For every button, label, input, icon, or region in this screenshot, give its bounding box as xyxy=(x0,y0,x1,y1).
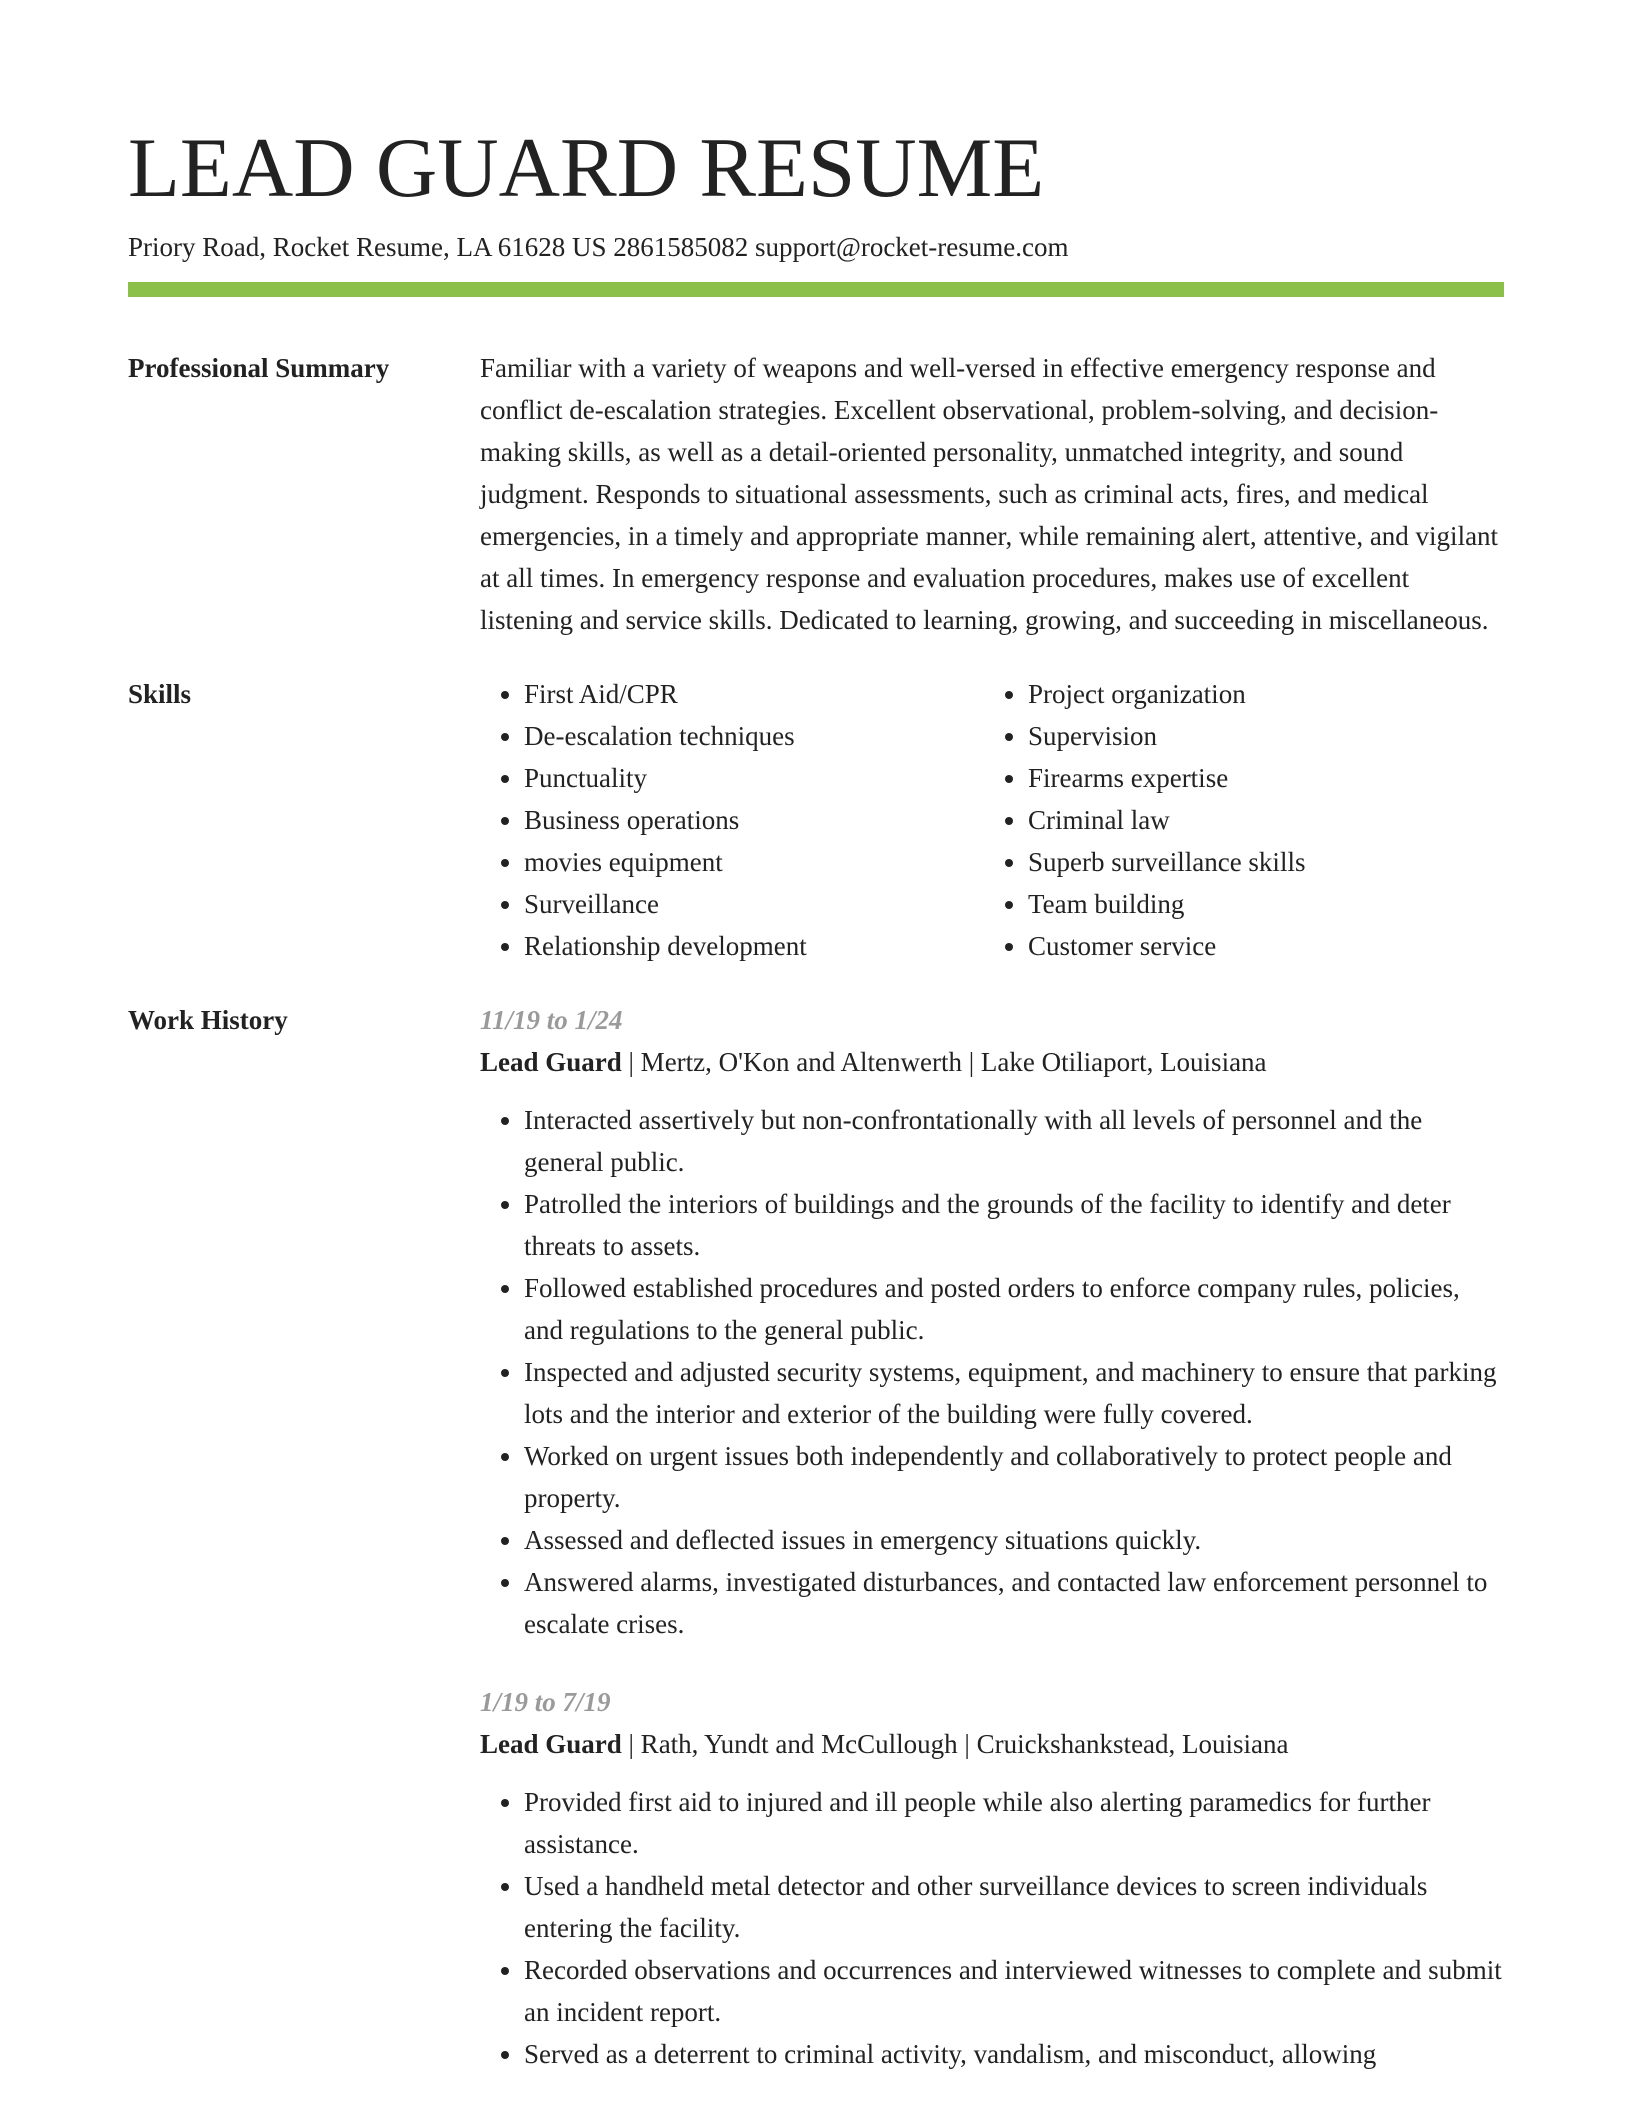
skills-list-left xyxy=(480,673,984,967)
contact-info: Priory Road, Rocket Resume, LA 61628 US 2861585082 support@rocket-resume.com xyxy=(128,232,1069,262)
job-title: Lead Guard xyxy=(480,1729,622,1759)
skill-item: • Superb surveillance skills xyxy=(1028,841,1488,883)
summary-text: Familiar with a variety of weapons and well-versed in effective emergency response and conflict de-escalation strategies. Excellent observational, problem-solving, and decision-making skills, as well as a detail-oriented personality, unmatched integrity, and sound judgment. Responds to situational assessments, such as criminal acts, fires, and medical emergencies, in a timely and appropriate manner, while remaining alert, attentive, and vigilant at all times. In emergency response and evaluation procedures, makes use of excellent listening and service skills. Dedicated to learning, growing, and succeeding in miscellaneous. xyxy=(480,353,1499,635)
job-bullet: • Worked on urgent issues both independently and collaboratively to protect people and property. xyxy=(524,1435,1504,1519)
work-section xyxy=(128,999,1504,2111)
job-dates: 1/19 to 7/19 xyxy=(480,1687,611,1717)
skill-item: • First Aid/CPR xyxy=(524,673,984,715)
job-bullet: • Patrolled the interiors of buildings and the grounds of the facility to identify and deter threats to assets. xyxy=(524,1183,1504,1267)
job-employer-location: | Mertz, O'Kon and Altenwerth | Lake Otiliaport, Louisiana xyxy=(621,1047,1267,1077)
skill-item: • Punctuality xyxy=(524,757,984,799)
skill-item: • De-escalation techniques xyxy=(524,715,984,757)
skill-item: • Project organization xyxy=(1028,673,1488,715)
job-bullet: • Answered alarms, investigated disturbances, and contacted law enforcement personnel to escalate crises. xyxy=(524,1561,1504,1645)
job-bullet: • Followed established procedures and posted orders to enforce company rules, policies, and regulations to the general public. xyxy=(524,1267,1504,1351)
job-bullet: • Interacted assertively but non-confrontationally with all levels of personnel and the general public. xyxy=(524,1099,1504,1183)
summary-section xyxy=(128,347,1504,641)
skill-item: • Relationship development xyxy=(524,925,984,967)
skill-item: • Business operations xyxy=(524,799,984,841)
job-heading xyxy=(480,1041,1504,1083)
job-bullet: • Inspected and adjusted security systems, equipment, and machinery to ensure that parking lots and the interior and exterior of the building were fully covered. xyxy=(524,1351,1504,1435)
job-employer-location: | Rath, Yundt and McCullough | Cruickshankstead, Louisiana xyxy=(621,1729,1289,1759)
job-bullet: • Used a handheld metal detector and other surveillance devices to screen individuals entering the facility. xyxy=(524,1865,1504,1949)
skills-list-right xyxy=(984,673,1488,967)
accent-divider xyxy=(128,282,1504,297)
resume-title: LEAD GUARD RESUME xyxy=(128,121,1045,215)
skill-item: • Customer service xyxy=(1028,925,1488,967)
job-bullet: • Recorded observations and occurrences and interviewed witnesses to complete and submit an incident report. xyxy=(524,1949,1504,2033)
skill-item: • Supervision xyxy=(1028,715,1488,757)
job-title: Lead Guard xyxy=(480,1047,622,1077)
resume-page xyxy=(128,0,1504,2111)
skills-section xyxy=(128,673,1504,967)
job-bullet: • Served as a deterrent to criminal activity, vandalism, and misconduct, allowing xyxy=(524,2033,1504,2075)
job-bullet: • Assessed and deflected issues in emergency situations quickly. xyxy=(524,1519,1504,1561)
skill-item: • Firearms expertise xyxy=(1028,757,1488,799)
job-entry xyxy=(480,1681,1504,2075)
skill-item: • Surveillance xyxy=(524,883,984,925)
skill-item: • movies equipment xyxy=(524,841,984,883)
skill-item: • Team building xyxy=(1028,883,1488,925)
section-label-summary: Professional Summary xyxy=(128,353,390,383)
job-entry xyxy=(480,999,1504,1645)
job-heading xyxy=(480,1723,1504,1765)
job-bullet-list xyxy=(480,1781,1504,2075)
section-label-skills: Skills xyxy=(128,679,192,709)
job-bullet-list xyxy=(480,1099,1504,1645)
skill-item: • Criminal law xyxy=(1028,799,1488,841)
job-bullet: • Provided first aid to injured and ill people while also alerting paramedics for further assistance. xyxy=(524,1781,1504,1865)
job-dates: 11/19 to 1/24 xyxy=(480,1005,623,1035)
section-label-work: Work History xyxy=(128,1005,288,1035)
